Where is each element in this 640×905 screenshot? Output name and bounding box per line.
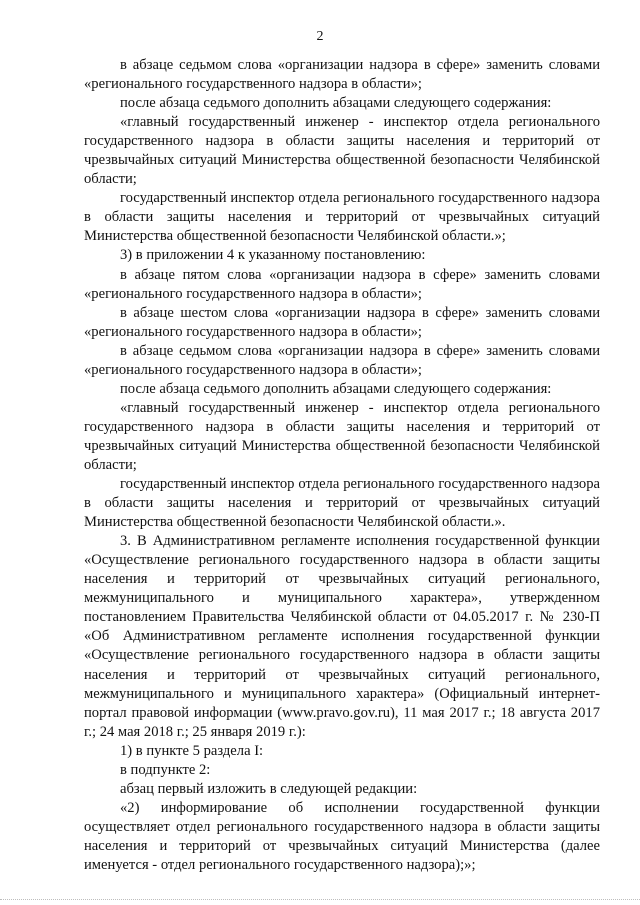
document-body bbox=[84, 56, 600, 875]
paragraph: государственный инспектор отдела регионального государственного надзора в области защиты населения и территорий от чрезвычайных ситуаций Министерства общественной безопасности Челябинской области.»; bbox=[84, 190, 600, 245]
paragraph: в абзаце седьмом слова «организации надзора в сфере» заменить словами «регионального государственного надзора в области»; bbox=[84, 342, 600, 378]
paragraph: 3. В Административном регламенте исполнения государственной функции «Осуществление регионального государственного надзора в области защиты населения и территорий от чрезвычайных ситуаций регионального, межмуниципального и муниципального характера», утвержденном постановлением Правительства Челябинской области от 04.05.2017 г. № 230-П «Об Административном регламенте исполнения государственной функции «Осуществление регионального государственного надзора в области защиты населения и территорий от чрезвычайных ситуаций регионального, межмуниципального и муниципального характера» (Официальный интернет-портал правовой информации (www.pravo.gov.ru), 11 мая 2017 г.; 18 августа 2017 г.; 24 мая 2018 г.; 25 января 2019 г.): bbox=[84, 533, 600, 740]
paragraph: в абзаце седьмом слова «организации надзора в сфере» заменить словами «регионального государственного надзора в области»; bbox=[84, 57, 600, 93]
page-bottom-edge bbox=[0, 899, 640, 900]
paragraph: после абзаца седьмого дополнить абзацами следующего содержания: bbox=[120, 95, 552, 112]
paragraph: 1) в пункте 5 раздела I: bbox=[120, 742, 264, 759]
paragraph: 3) в приложении 4 к указанному постановлению: bbox=[120, 247, 426, 264]
paragraph: в подпункте 2: bbox=[120, 761, 211, 778]
paragraph: после абзаца седьмого дополнить абзацами следующего содержания: bbox=[120, 380, 552, 397]
paragraph: «главный государственный инженер - инспектор отдела регионального государственного надзора в области защиты населения и территорий от чрезвычайных ситуаций Министерства общественной безопасности Челябинской области; bbox=[84, 399, 600, 473]
paragraph: «главный государственный инженер - инспектор отдела регионального государственного надзора в области защиты населения и территорий от чрезвычайных ситуаций Министерства общественной безопасности Челябинской области; bbox=[84, 114, 600, 188]
paragraph: государственный инспектор отдела регионального государственного надзора в области защиты населения и территорий от чрезвычайных ситуаций Министерства общественной безопасности Челябинской области.». bbox=[84, 476, 600, 531]
paragraph: «2) информирование об исполнении государственной функции осуществляет отдел регионального государственного надзора в области защиты населения и территорий от чрезвычайных ситуаций Министерства (далее именуется - отдел регионального государственного надзора);»; bbox=[84, 799, 600, 873]
paragraph: абзац первый изложить в следующей редакции: bbox=[120, 780, 418, 797]
paragraph: в абзаце шестом слова «организации надзора в сфере» заменить словами «регионального государственного надзора в области»; bbox=[84, 304, 600, 340]
page-number: 2 bbox=[316, 29, 324, 44]
paragraph: в абзаце пятом слова «организации надзора в сфере» заменить словами «регионального государственного надзора в области»; bbox=[84, 266, 600, 302]
